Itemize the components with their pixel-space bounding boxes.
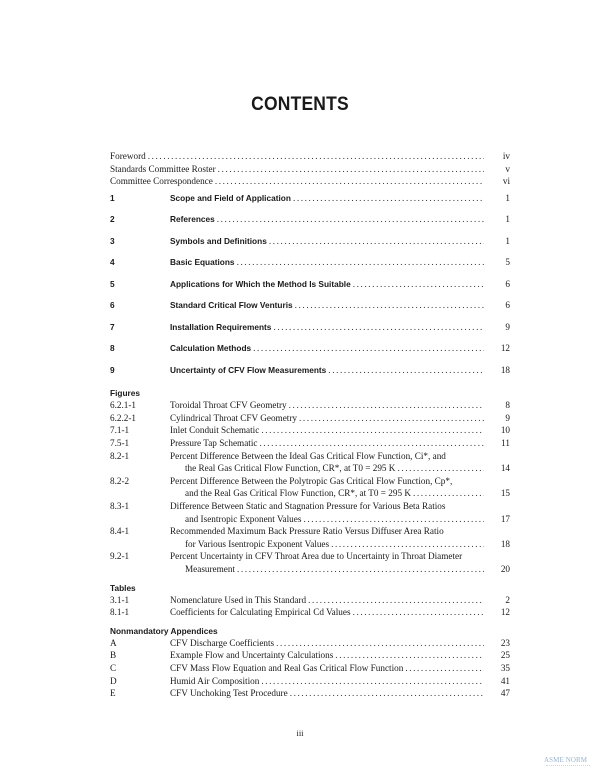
section-number: 2 [110,214,115,225]
table-number: 8.1-1 [110,607,130,618]
appendix-letter: B [110,650,117,661]
figure-label-line2: for Various Isentropic Exponent Values [185,538,330,549]
section-label: Standard Critical Flow Venturis [170,300,293,311]
toc-section-2[interactable] [110,209,510,231]
section-label: Calculation Methods [170,343,252,354]
dot-leader [328,360,484,382]
entry-label: Foreword [110,151,146,161]
page-number: iii [296,728,304,738]
figure-number: 8.3-1 [110,501,130,512]
dot-leader [273,317,484,339]
page-title: CONTENTS [251,94,349,115]
figure-label-line2: and Isentropic Exponent Values [185,513,302,524]
figure-label-line1: Difference Between Static and Stagnation Pressure for Various Beta Ratios [170,501,446,512]
section-label: Uncertainty of CFV Flow Measurements [170,364,327,375]
section-label: Scope and Field of Application [170,192,291,203]
figure-number: 8.4-1 [110,526,130,537]
dot-leader [217,209,484,231]
entry-label: Committee Correspondence [110,176,213,187]
toc-section-5[interactable] [110,274,510,296]
entry-page: v [505,163,510,174]
toc-figure-8-2-1[interactable] [110,450,510,475]
toc-figure-6-2-2-1[interactable] [110,412,510,425]
dot-leader [413,487,484,500]
table-label: Coefficients for Calculating Empirical Cd Values [170,607,351,618]
toc-figure-8-4-1[interactable] [110,525,510,550]
watermark-logo: ASME NORM [544,756,588,764]
dot-leader [293,188,484,210]
appendix-letter: D [110,675,117,686]
dot-leader [299,412,484,425]
section-label: Applications for Which the Method Is Suitable [170,278,351,289]
figure-page: 15 [500,488,510,499]
toc-section-4[interactable] [110,252,510,274]
entry-page: vi [502,176,510,187]
figure-label: Toroidal Throat CFV Geometry [170,400,287,411]
toc-appendix-b[interactable] [110,649,510,662]
dot-leader [237,563,484,576]
section-label: References [170,214,215,225]
toc-figure-7-5-1[interactable] [110,437,510,450]
dot-leader [269,231,484,253]
toc-figure-8-3-1[interactable] [110,500,510,525]
toc-section-9[interactable] [110,360,510,382]
figure-page: 18 [500,538,510,549]
section-page: 9 [505,321,510,332]
figure-number: 7.1-1 [110,425,130,436]
toc-table-8-1-1[interactable] [110,606,510,619]
dot-leader [218,163,484,176]
appendix-label: CFV Mass Flow Equation and Real Gas Critical Flow Function [170,662,404,673]
figure-label-line2: and the Real Gas Critical Flow Function, CR*, at T0 = 295 K [185,488,411,499]
toc-entry-committee-roster[interactable] [110,163,510,176]
toc-entry-foreword[interactable] [110,150,510,163]
toc-figure-7-1-1[interactable] [110,424,510,437]
section-page: 6 [505,300,510,311]
dot-leader [261,675,484,688]
section-label: Basic Equations [170,257,235,268]
dot-leader [261,424,484,437]
section-page: 12 [500,343,510,354]
appendix-label: CFV Unchoking Test Procedure [170,688,288,699]
table-of-contents [110,150,510,700]
section-number: 5 [110,278,115,289]
dot-leader [148,150,484,163]
appendix-letter: E [110,688,116,699]
section-page: 1 [505,214,510,225]
dot-leader [303,513,484,526]
toc-figure-9-2-1[interactable] [110,550,510,575]
section-number: 4 [110,257,115,268]
section-number: 6 [110,300,115,311]
table-page: 12 [500,607,510,618]
dot-leader [353,606,484,619]
figure-page: 9 [505,412,510,423]
dot-leader [289,399,484,412]
section-number: 3 [110,235,115,246]
toc-figure-8-2-2[interactable] [110,475,510,500]
dot-leader [237,252,484,274]
figure-label-line1: Percent Difference Between the Ideal Gas Critical Flow Function, Ci*, and [170,450,446,461]
figure-label: Pressure Tap Schematic [170,438,258,449]
figure-number: 9.2-1 [110,551,130,562]
section-number: 9 [110,364,115,375]
dot-leader [253,338,484,360]
section-number: 8 [110,343,115,354]
figure-page: 8 [505,400,510,411]
section-number: 1 [110,192,115,203]
appendix-letter: C [110,662,117,673]
figure-label: Inlet Conduit Schematic [170,425,260,436]
figure-number: 6.2.1-1 [110,400,137,411]
figure-page: 20 [500,564,510,574]
toc-section-7[interactable] [110,317,510,339]
dot-leader [215,175,484,188]
toc-appendix-e[interactable] [110,687,510,700]
appendix-page: 47 [500,688,510,699]
figure-page: 10 [500,425,510,436]
figure-number: 6.2.2-1 [110,412,137,423]
figure-page: 14 [500,463,510,474]
dot-leader [276,637,484,650]
section-page: 1 [505,235,510,246]
appendix-label: Example Flow and Uncertainty Calculations [170,650,334,661]
table-number: 3.1-1 [110,594,130,605]
dot-leader [259,437,484,450]
dot-leader [331,538,484,551]
appendix-page: 23 [500,637,510,648]
section-page: 5 [505,257,510,268]
dot-leader [290,687,484,700]
appendix-page: 35 [500,662,510,673]
appendix-letter: A [110,637,117,648]
figure-label-line2: the Real Gas Critical Flow Function, CR*, at T0 = 295 K [185,463,396,474]
dot-leader [353,274,484,296]
toc-appendix-c[interactable] [110,662,510,675]
figure-page: 11 [501,438,510,449]
appendix-page: 25 [500,650,510,661]
section-number: 7 [110,321,115,332]
section-label: Installation Requirements [170,321,272,332]
table-label: Nomenclature Used in This Standard [170,594,307,605]
dot-leader [405,662,484,675]
dot-leader [295,295,484,317]
figure-label: Cylindrical Throat CFV Geometry [170,412,297,423]
toc-section-3[interactable] [110,231,510,253]
section-page: 6 [505,278,510,289]
figure-label-line1: Percent Uncertainty in CFV Throat Area due to Uncertainty in Throat Diameter [170,551,463,562]
appendix-label: CFV Discharge Coefficients [170,637,275,648]
toc-appendix-d[interactable] [110,675,510,688]
figure-number: 8.2-1 [110,450,130,461]
toc-figure-6-2-1-1[interactable] [110,399,510,412]
figure-label-line1: Percent Difference Between the Polytropic Gas Critical Flow Function, Cp*, [170,475,453,486]
watermark-underline [546,765,590,768]
toc-section-6[interactable] [110,295,510,317]
figure-label-line2: Measurement [185,564,236,574]
figure-page: 17 [500,513,510,524]
dot-leader [397,462,484,475]
figure-label-line1: Recommended Maximum Back Pressure Ratio Versus Diffuser Area Ratio [170,526,444,537]
tables-heading: Tables [110,582,136,593]
toc-section-1[interactable] [110,188,510,210]
figure-number: 8.2-2 [110,475,130,486]
toc-appendix-a[interactable] [110,637,510,650]
section-page: 1 [505,192,510,203]
appendix-page: 41 [500,675,510,686]
dot-leader [335,649,484,662]
dot-leader [308,594,484,607]
toc-entry-committee-correspondence[interactable] [110,175,510,188]
appendix-label: Humid Air Composition [170,675,260,686]
figure-number: 7.5-1 [110,438,130,449]
figures-heading: Figures [110,388,140,399]
section-label: Symbols and Definitions [170,235,267,246]
appendices-heading: Nonmandatory Appendices [110,625,218,636]
entry-page: iv [502,151,510,161]
toc-table-3-1-1[interactable] [110,594,510,607]
table-page: 2 [505,594,510,605]
entry-label: Standards Committee Roster [110,163,216,174]
toc-section-8[interactable] [110,338,510,360]
section-page: 18 [500,364,510,375]
